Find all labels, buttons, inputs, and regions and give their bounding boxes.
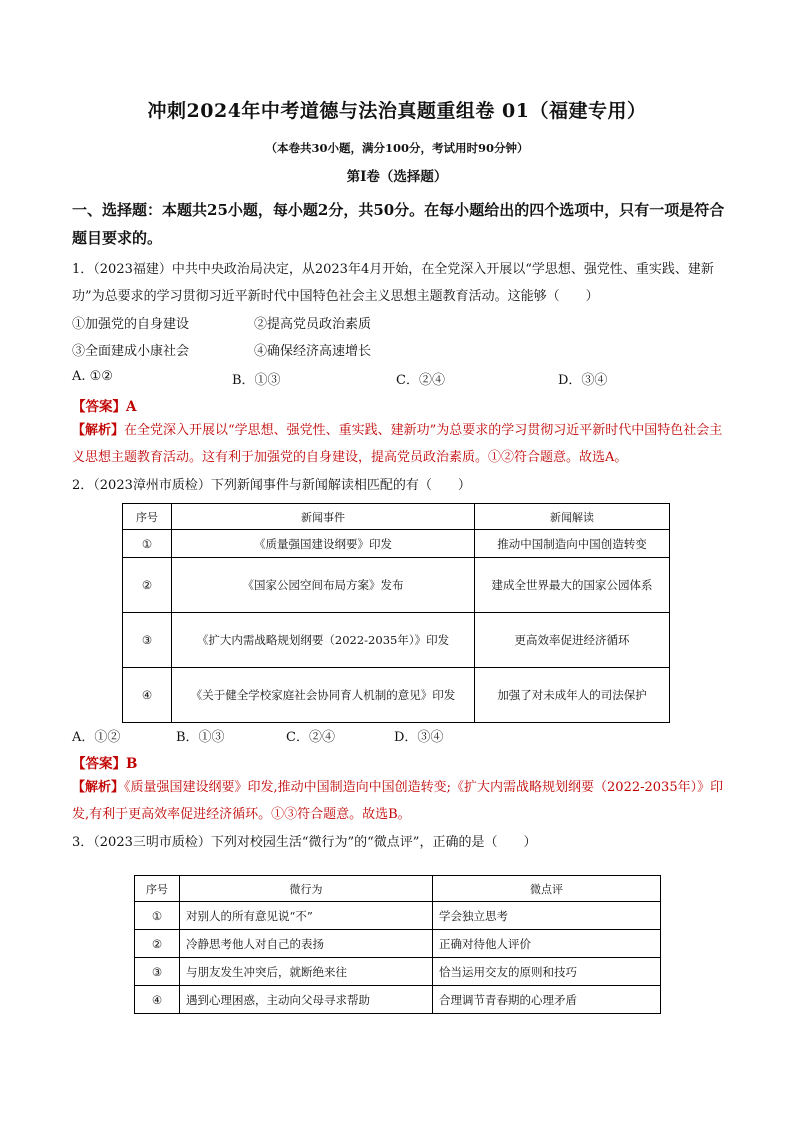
table-cell: 《质量强国建设纲要》印发 bbox=[172, 530, 475, 558]
table-cell: 正确对待他人评价 bbox=[433, 930, 661, 958]
table-cell: 《扩大内需战略规划纲要（2022-2035年）》印发 bbox=[172, 613, 475, 668]
table-row bbox=[123, 558, 670, 613]
q1-option-d: D．③④ bbox=[558, 373, 608, 388]
q2-answer-value: B bbox=[126, 756, 138, 772]
paper-subtitle: （本卷共30小题，满分100分，考试用时90分钟） bbox=[265, 141, 529, 155]
table-row bbox=[135, 958, 661, 986]
table-cell: 更高效率促进经济循环 bbox=[475, 613, 670, 668]
table-cell: ① bbox=[123, 530, 172, 558]
question-1-stem: 1．（2023福建）中共中央政治局决定，从2023年4月开始，在全党深入开展以“学思想、强党性、重实践、建新功”为总要求的学习贯彻习近平新时代中国特色社会主义思想主题教育活动。这能够（ ） bbox=[72, 262, 714, 304]
table-cell: ③ bbox=[123, 613, 172, 668]
table-cell: 学会独立思考 bbox=[433, 902, 661, 930]
q2-option-c: C．②④ bbox=[286, 730, 335, 745]
table-cell: 加强了对未成年人的司法保护 bbox=[475, 668, 670, 723]
q1-item-1: ①加强党的自身建设 bbox=[72, 317, 190, 332]
table-row bbox=[123, 530, 670, 558]
table-cell: 与朋友发生冲突后，就断绝来往 bbox=[180, 958, 433, 986]
q2-option-d: D．③④ bbox=[394, 730, 444, 745]
table-cell: ④ bbox=[135, 986, 180, 1014]
question-1-items bbox=[72, 313, 728, 367]
q2-analysis-text: 《质量强国建设纲要》印发,推动中国制造向中国创造转变;《扩大内需战略规划纲要（2022-2035年）》印发,有利于更高效率促进经济循环。①③符合题意。故选B。 bbox=[72, 780, 724, 822]
table-cell: ② bbox=[135, 930, 180, 958]
table-cell: ③ bbox=[135, 958, 180, 986]
q1-answer-value: A bbox=[126, 399, 137, 415]
q1-analysis-label: 【解析】 bbox=[72, 423, 125, 438]
table-header-row bbox=[135, 876, 661, 902]
table-row bbox=[123, 668, 670, 723]
q1-item-3: ③全面建成小康社会 bbox=[72, 344, 190, 359]
table-cell: 《国家公园空间布局方案》发布 bbox=[172, 558, 475, 613]
q2-answer bbox=[72, 752, 137, 772]
table-cell: ① bbox=[135, 902, 180, 930]
q2-analysis-label: 【解析】 bbox=[72, 780, 125, 795]
table-cell: 建成全世界最大的国家公园体系 bbox=[475, 558, 670, 613]
table-cell: 冷静思考他人对自己的表扬 bbox=[180, 930, 433, 958]
q1-option-c: C．②④ bbox=[396, 373, 445, 388]
table-header: 新闻解读 bbox=[475, 504, 670, 530]
q1-analysis bbox=[72, 417, 728, 471]
q2-option-a: A．①② bbox=[72, 730, 121, 745]
question-2-options bbox=[72, 726, 728, 746]
table-header-row bbox=[123, 504, 670, 530]
q1-item-4: ④确保经济高速增长 bbox=[254, 344, 372, 359]
q2-answer-label: 【答案】 bbox=[72, 756, 126, 772]
q2-option-b: B．①③ bbox=[176, 730, 225, 745]
question-2-stem: 2．（2023漳州市质检）下列新闻事件与新闻解读相匹配的有（ ） bbox=[72, 478, 471, 493]
q1-item-2: ②提高党员政治素质 bbox=[254, 317, 372, 332]
paper-title: 冲刺2024年中考道德与法治真题重组卷 01（福建专用） bbox=[147, 100, 647, 122]
table-row bbox=[135, 986, 661, 1014]
question-2-table bbox=[122, 503, 670, 723]
table-header: 新闻事件 bbox=[172, 504, 475, 530]
table-cell: 恰当运用交友的原则和技巧 bbox=[433, 958, 661, 986]
q1-answer bbox=[72, 395, 136, 415]
table-cell: 《关于健全学校家庭社会协同育人机制的意见》印发 bbox=[172, 668, 475, 723]
table-cell: ④ bbox=[123, 668, 172, 723]
q2-analysis bbox=[72, 774, 728, 828]
question-3-stem: 3．（2023三明市质检）下列对校园生活“微行为”的“微点评”，正确的是（ ） bbox=[72, 835, 537, 850]
table-cell: ② bbox=[123, 558, 172, 613]
q1-answer-label: 【答案】 bbox=[72, 399, 126, 415]
table-cell: 遇到心理困惑，主动向父母寻求帮助 bbox=[180, 986, 433, 1014]
table-cell: 推动中国制造向中国创造转变 bbox=[475, 530, 670, 558]
q1-analysis-text: 在全党深入开展以“学思想、强党性、重实践、建新功”为总要求的学习贯彻习近平新时代中国特色社会主义思想主题教育活动。这有利于加强党的自身建设，提高党员政治素质。①②符合题意。故选A。 bbox=[72, 423, 723, 465]
table-cell: 合理调节青春期的心理矛盾 bbox=[433, 986, 661, 1014]
section-title: 第I卷（选择题） bbox=[346, 169, 448, 185]
section-instructions: 一、选择题：本题共25小题，每小题2分，共50分。在每小题给出的四个选项中，只有一项是符合题目要求的。 bbox=[72, 201, 725, 247]
table-row bbox=[123, 613, 670, 668]
table-row bbox=[135, 930, 661, 958]
question-1-options bbox=[72, 369, 728, 389]
table-row bbox=[135, 902, 661, 930]
table-header: 序号 bbox=[135, 876, 180, 902]
question-3-table bbox=[134, 875, 661, 1014]
q1-option-a: A. ①② bbox=[72, 369, 113, 384]
table-cell: 对别人的所有意见说“不” bbox=[180, 902, 433, 930]
table-header: 微行为 bbox=[180, 876, 433, 902]
q1-option-b: B．①③ bbox=[232, 373, 281, 388]
table-header: 微点评 bbox=[433, 876, 661, 902]
table-header: 序号 bbox=[123, 504, 172, 530]
